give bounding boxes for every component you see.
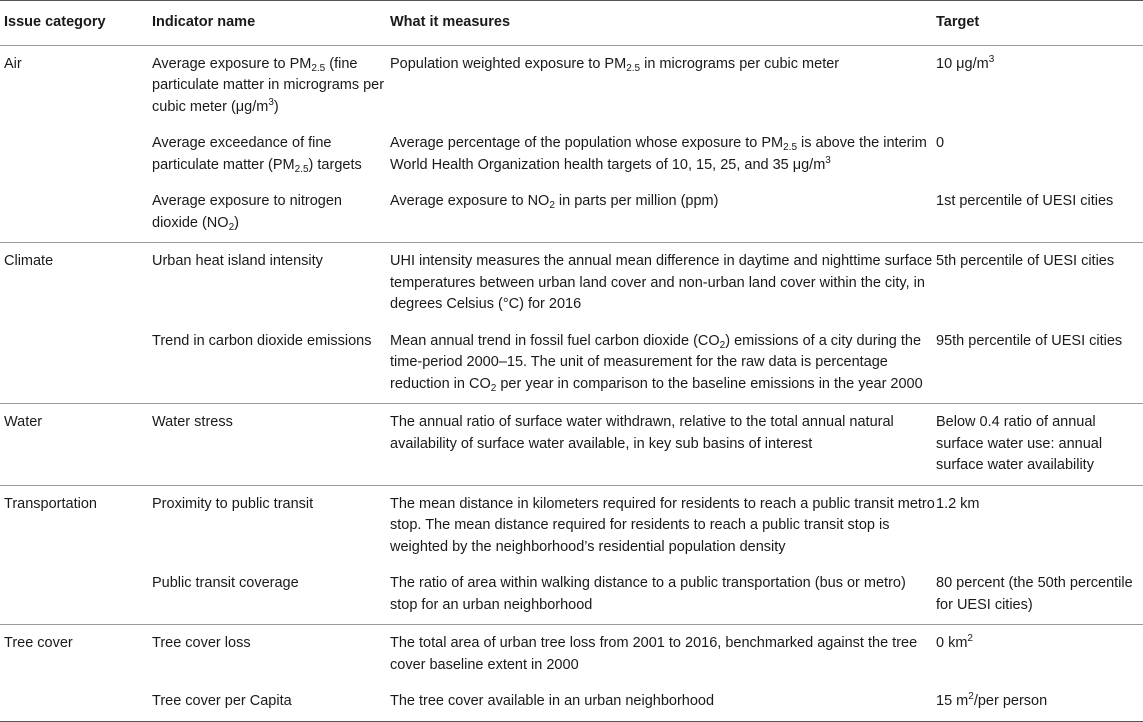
table-row [0,566,1143,625]
target-cell: 1st percentile of UESI cities [936,193,1114,209]
measure-cell: The tree cover available in an urban neighborhood [390,684,936,721]
indicator-name-cell: Average exceedance of fine particulate matter $(PM_{2.5})$ targets [152,135,362,175]
measure-cell: UHI intensity measures the annual mean difference in daytime and nighttime surface temperatures between urban land cover and non-urban land cover within the city, in degrees Celsius (°C) for 2016 [390,243,936,324]
table-row [0,243,1143,324]
measure-cell: Mean annual trend in fossil fuel carbon dioxide $(CO_2)$ emissions of a city during the time-period 2000–15. The unit of measurement for the raw data is percentage reduction in $CO_2$ per year in comparison to the baseline emissions in the year 2000 [390,332,923,394]
target-cell: 1.2 km [936,485,1143,566]
measure-cell: The total area of urban tree loss from 2001 to 2016, benchmarked against the tree cover baseline extent in 2000 [390,625,936,685]
measure-cell: Average exposure to $NO_2$ in parts per million (ppm) [390,193,719,211]
issue-category-cell: Transportation [0,485,152,566]
issue-category-cell [0,566,152,625]
measure-cell: The ratio of area within walking distance to a public transportation (bus or metro) stop for an urban neighborhood [390,575,906,613]
table-row [0,625,1143,685]
target-cell: Below 0.4 ratio of annual surface water use: annual surface water availability [936,404,1143,486]
indicator-name-cell: Urban heat island intensity [152,243,390,324]
target-cell: 10 $\mu g/m^3$ [936,45,1143,126]
table-row [0,324,1143,404]
header-row [0,1,1143,46]
issue-category-cell [0,324,152,404]
indicator-name-cell: Water stress [152,404,390,486]
target-cell: 0 [936,135,945,151]
table-row [0,485,1143,566]
header-what-it-measures: What it measures [390,14,511,30]
measure-cell: The mean distance in kilometers required for residents to reach a public transit metro stop. The mean distance required for residents to reach a public transit stop is weighted by the neighborhood’s residential population density [390,485,936,566]
issue-category-cell: Air [0,45,152,126]
issue-category-cell [0,184,152,243]
indicator-name-cell: Trend in carbon dioxide emissions [152,332,372,349]
target-cell: 95th percentile of UESI cities [936,332,1123,349]
issue-category-cell [0,126,152,184]
measure-cell: The annual ratio of surface water withdrawn, relative to the total annual natural availability of surface water available, in key sub basins of interest [390,404,936,486]
indicator-name-cell: Proximity to public transit [152,485,390,566]
issue-category-cell: Climate [0,243,152,324]
indicator-name-cell: Average exposure to nitrogen dioxide $(NO_2)$ [152,193,342,233]
measure-cell: Average percentage of the population whose exposure to $PM_{2.5}$ is above the interim World Health Organization health targets of 10, 15, 25, and 35 $\mu g/m^3$ [390,135,927,173]
target-cell: 80 percent (the 50th percentile for UESI cities) [936,575,1133,613]
target-cell: 15 $m^2$/per person [936,684,1143,721]
table-row [0,184,1143,243]
indicator-name-cell: Public transit coverage [152,575,299,591]
indicator-name-cell: Tree cover per Capita [152,684,390,721]
issue-category-cell: Tree cover [0,625,152,685]
table-body [0,45,1143,721]
table-header [0,1,1143,46]
target-cell: 0 $km^2$ [936,625,1143,685]
header-target: Target [936,14,980,30]
indicator-name-cell: Average exposure to $PM_{2.5}$ (fine particulate matter in micrograms per cubic meter $(\mu g/m^3)$ [152,45,390,126]
table-row [0,684,1143,721]
measure-cell: Population weighted exposure to $PM_{2.5}$ in micrograms per cubic meter [390,45,936,126]
header-indicator-name: Indicator name [152,14,256,30]
issue-category-cell: Water [0,404,152,486]
indicator-name-cell: Tree cover loss [152,625,390,685]
table-row [0,404,1143,486]
table-row [0,45,1143,126]
table-row [0,126,1143,184]
issue-category-cell [0,684,152,721]
header-issue-category: Issue category [4,14,106,30]
target-cell: 5th percentile of UESI cities [936,243,1143,324]
